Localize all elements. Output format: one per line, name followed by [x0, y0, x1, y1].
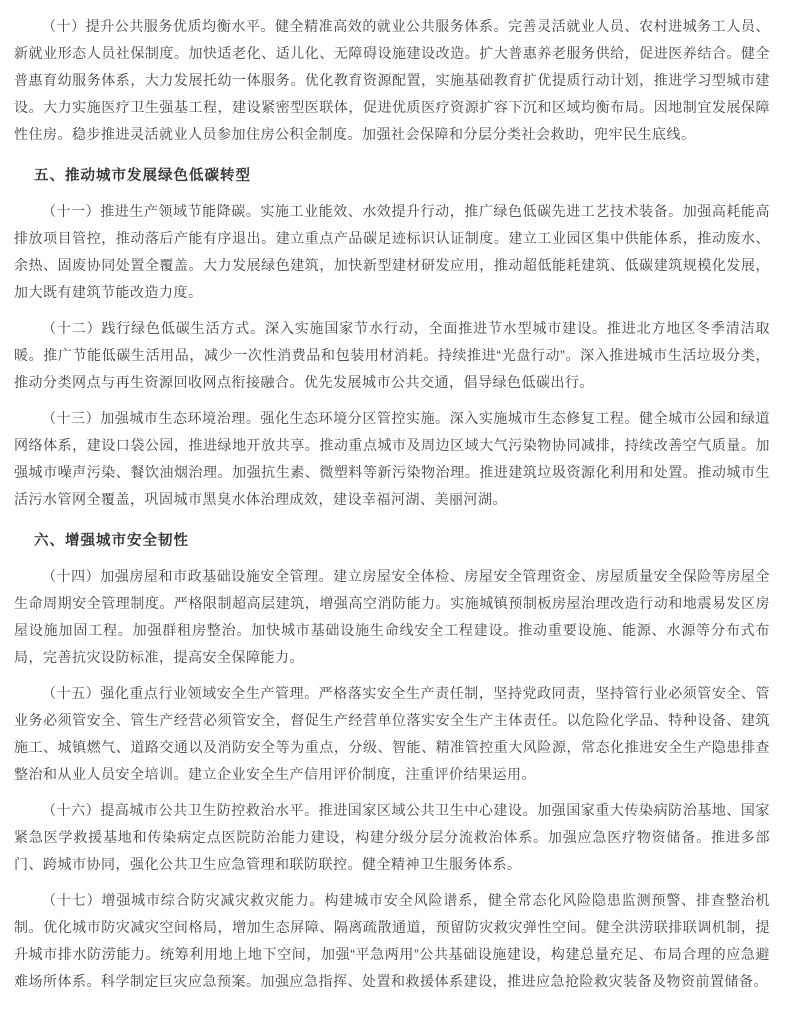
- policy-paragraph: （十五）强化重点行业领域安全生产管理。严格落实安全生产责任制，坚持党政同责，坚持管行业必须管安全、管业务必须管安全、管生产经营必须管安全，督促生产经营单位落实安全生产主体责任。以危险化学品、特种设备、建筑施工、城镇燃气、道路交通以及消防安全等为重点，分级、智能、精准管控重大风险源，常态化推进安全生产隐患排查整治和从业人员安全培训。建立企业安全生产信用评价制度，注重评价结果运用。: [14, 685, 770, 782]
- section-heading: 五、推动城市发展绿色低碳转型: [34, 168, 251, 184]
- policy-paragraph: （十七）增强城市综合防灾减灾救灾能力。构建城市安全风险谱系，健全常态化风险隐患监测预警、排查整治机制。优化城市防灾减灾空间格局，增加生态屏障、隔离疏散通道，预留防灾救灾弹性空间。健全洪涝联排联调机制，提升城市排水防涝能力。统筹利用地上地下空间，加强“平急两用”公共基础设施建设，构建总量充足、布局合理的应急避难场所体系。科学制定巨灾应急预案。加强应急指挥、处置和救援体系建设，推进应急抢险救灾装备及物资前置储备。: [14, 892, 770, 989]
- policy-paragraph: （十二）践行绿色低碳生活方式。深入实施国家节水行动，全面推进节水型城市建设。推进北方地区冬季清洁取暖。推广节能低碳生活用品，减少一次性消费品和包装用材消耗。持续推进“光盘行动”。深入推进城市生活垃圾分类，推动分类网点与再生资源回收网点衔接融合。优先发展城市公共交通，倡导绿色低碳出行。: [14, 320, 770, 390]
- policy-paragraph: （十三）加强城市生态环境治理。强化生态环境分区管控实施。深入实施城市生态修复工程。健全城市公园和绿道网络体系，建设口袋公园，推进绿地开放共享。推动重点城市及周边区域大气污染物协同减排，持续改善空气质量。加强城市噪声污染、餐饮油烟治理。加强抗生素、微塑料等新污染物治理。推进建筑垃圾资源化利用和处置。推动城市生活污水管网全覆盖，巩固城市黑臭水体治理成效，建设幸福河湖、美丽河湖。: [14, 410, 770, 507]
- policy-paragraph: （十四）加强房屋和市政基础设施安全管理。建立房屋安全体检、房屋安全管理资金、房屋质量安全保险等房屋全生命周期安全管理制度。严格限制超高层建筑，增强高空消防能力。实施城镇预制板房屋治理改造行动和地震易发区房屋设施加固工程。加强群租房整治。加快城市基础设施生命线安全工程建设。推动重要设施、能源、水源等分布式布局，完善抗灾设防标准，提高安全保障能力。: [14, 568, 770, 665]
- policy-paragraph: （十一）推进生产领域节能降碳。实施工业能效、水效提升行动，推广绿色低碳先进工艺技术装备。加强高耗能高排放项目管控，推动落后产能有序退出。建立重点产品碳足迹标识认证制度。建立工业园区集中供能体系，推动废水、余热、固废协同处置全覆盖。大力发展绿色建筑，加快新型建材研发应用，推动超低能耗建筑、低碳建筑规模化发展，加大既有建筑节能改造力度。: [14, 203, 770, 300]
- section-heading: 六、增强城市安全韧性: [34, 533, 189, 549]
- document-body: [14, 13, 770, 995]
- policy-paragraph: （十六）提高城市公共卫生防控救治水平。推进国家区域公共卫生中心建设。加强国家重大传染病防治基地、国家紧急医学救援基地和传染病定点医院防治能力建设，构建分级分层分流救治体系。加强应急医疗物资储备。推进多部门、跨城市协同，强化公共卫生应急管理和联防联控。健全精神卫生服务体系。: [14, 802, 770, 872]
- policy-paragraph: （十）提升公共服务优质均衡水平。健全精准高效的就业公共服务体系。完善灵活就业人员、农村进城务工人员、新就业形态人员社保制度。加快适老化、适儿化、无障碍设施建设改造。扩大普惠养老服务供给，促进医养结合。健全普惠育幼服务体系，大力发展托幼一体服务。优化教育资源配置，实施基础教育扩优提质行动计划，推进学习型城市建设。大力实施医疗卫生强基工程，建设紧密型医联体，促进优质医疗资源扩容下沉和区域均衡布局。因地制宜发展保障性住房。稳步推进灵活就业人员参加住房公积金制度。加强社会保障和分层分类社会救助，兜牢民生底线。: [14, 18, 770, 142]
